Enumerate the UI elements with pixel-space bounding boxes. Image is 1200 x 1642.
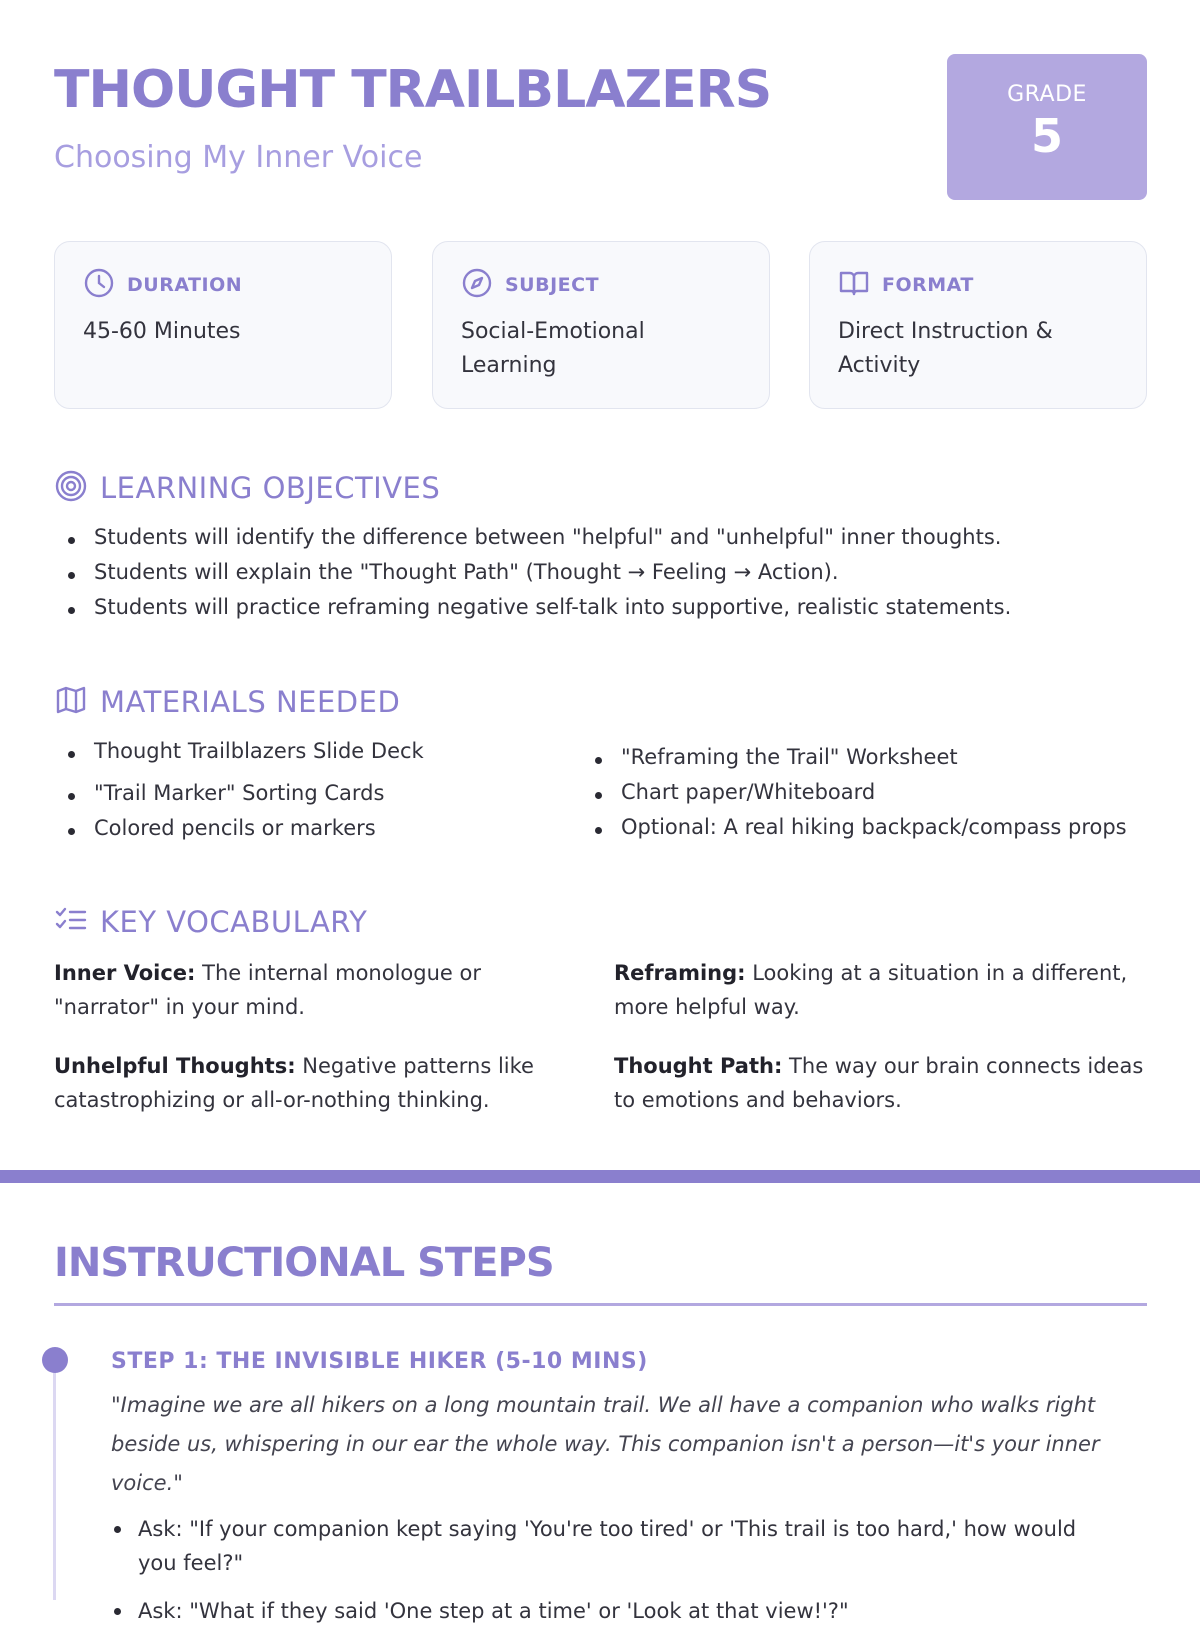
format-label: FORMAT (882, 274, 974, 296)
vocab-reframing (614, 956, 1144, 1024)
page-title: THOUGHT TRAILBLAZERS (54, 60, 772, 120)
subject-label: SUBJECT (505, 274, 600, 296)
vocab-definition: The internal monologue or "narrator" in your mind. (54, 961, 481, 1019)
list-item: Chart paper/Whiteboard (581, 780, 1127, 804)
vocab-term: Thought Path: (614, 1054, 783, 1078)
list-item: Optional: A real hiking backpack/compass props (581, 815, 1127, 839)
grade-label: GRADE (1007, 82, 1087, 107)
duration-card (54, 241, 392, 409)
list-item: Ask: "If your companion kept saying 'You're too tired' or 'This trail is too hard,' how would you feel?" (111, 1512, 1121, 1580)
duration-value: 45-60 Minutes (83, 319, 241, 344)
map-icon (54, 683, 88, 721)
step-1-title: STEP 1: THE INVISIBLE HIKER (5-10 MINS) (111, 1349, 648, 1374)
vocab-definition: Looking at a situation in a different, more helpful way. (614, 961, 1128, 1019)
subject-card (432, 241, 770, 409)
materials-heading (54, 683, 400, 721)
list-item: "Trail Marker" Sorting Cards (54, 781, 424, 805)
compass-icon (461, 267, 493, 303)
grade-badge (947, 54, 1147, 200)
book-icon (838, 267, 870, 303)
page-subtitle: Choosing My Inner Voice (54, 140, 423, 175)
vocab-term: Reframing: (614, 961, 746, 985)
vocab-term: Inner Voice: (54, 961, 196, 985)
objectives-heading (54, 469, 440, 507)
list-item: Students will explain the "Thought Path" (Thought → Feeling → Action). (54, 560, 1011, 584)
list-item: Colored pencils or markers (54, 816, 424, 840)
materials-title: MATERIALS NEEDED (100, 685, 401, 719)
vocab-inner-voice (54, 956, 584, 1024)
list-item: "Reframing the Trail" Worksheet (581, 745, 1127, 769)
objectives-list (54, 525, 1011, 619)
format-card (809, 241, 1147, 409)
objectives-title: LEARNING OBJECTIVES (100, 471, 441, 505)
list-item: Thought Trailblazers Slide Deck (54, 739, 424, 763)
materials-list-left (54, 739, 424, 840)
vocab-term: Unhelpful Thoughts: (54, 1054, 296, 1078)
list-item: Students will practice reframing negative self-talk into supportive, realistic statements. (54, 595, 1011, 619)
timeline-dot (42, 1347, 68, 1373)
format-value: Direct Instruction & Activity (838, 319, 1053, 378)
vocab-definition: The way our brain connects ideas to emotions and behaviors. (614, 1054, 1144, 1112)
subject-value: Social-Emotional Learning (461, 319, 645, 378)
clock-icon (83, 267, 115, 303)
section-divider (0, 1170, 1200, 1183)
step-1-quote: "Imagine we are all hikers on a long mountain trail. We all have a companion who walks right beside us, whispering in our ear the whole way. This companion isn't a person—it's your inner voice." (111, 1393, 1100, 1495)
title-rule (54, 1303, 1147, 1306)
vocab-definition: Negative patterns like catastrophizing or all-or-nothing thinking. (54, 1054, 534, 1112)
timeline-line (53, 1360, 56, 1600)
instructional-steps-title: INSTRUCTIONAL STEPS (54, 1240, 554, 1286)
vocab-thought-path (614, 1049, 1144, 1117)
duration-label: DURATION (127, 274, 243, 296)
materials-list-right (581, 745, 1127, 839)
list-item: Students will identify the difference between "helpful" and "unhelpful" inner thoughts. (54, 525, 1011, 549)
vocabulary-title: KEY VOCABULARY (100, 905, 368, 939)
target-icon (54, 469, 88, 507)
checklist-icon (54, 903, 88, 941)
vocab-unhelpful-thoughts (54, 1049, 584, 1117)
list-item: Ask: "What if they said 'One step at a time' or 'Look at that view!'?" (111, 1594, 1121, 1628)
vocabulary-heading (54, 903, 367, 941)
step-1-list (111, 1512, 1121, 1642)
grade-value: 5 (1030, 109, 1063, 163)
